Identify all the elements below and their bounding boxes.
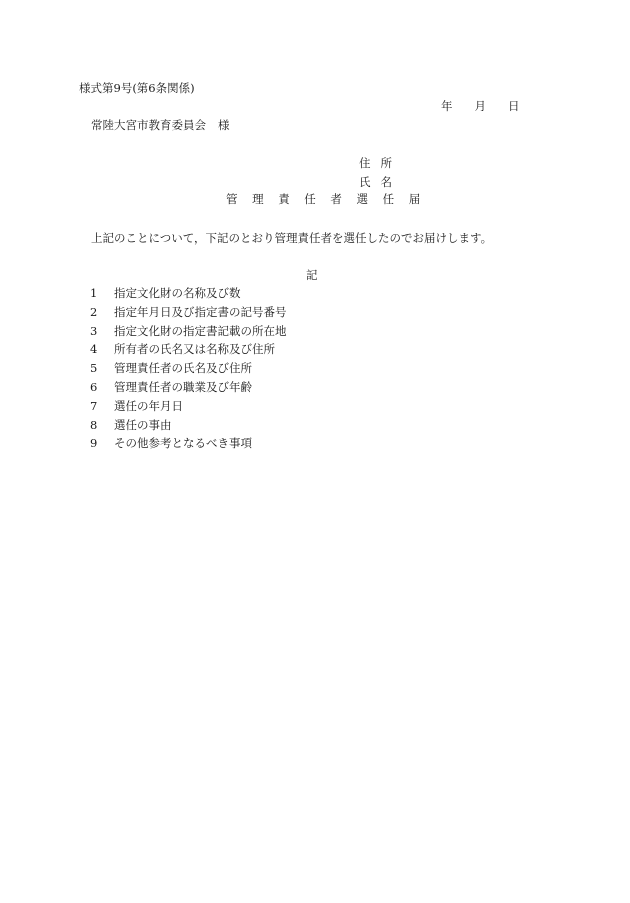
list-item — [90, 342, 287, 361]
item-text: その他参考となるべき事項 — [114, 436, 252, 451]
body-text: 上記のことについて，下記のとおり管理責任者を選任したのでお届けします。 — [91, 231, 493, 245]
list-item — [90, 305, 287, 324]
item-text: 選任の事由 — [114, 417, 172, 432]
list-item — [90, 286, 287, 305]
list-item — [90, 399, 287, 418]
item-list — [90, 286, 287, 455]
list-item — [90, 324, 287, 343]
list-item — [90, 436, 287, 455]
list-item — [90, 380, 287, 399]
addressee-honorific: 様 — [218, 118, 230, 132]
item-text: 管理責任者の氏名及び住所 — [114, 361, 252, 376]
item-number: 3 — [90, 323, 98, 338]
date-month-label: 月 — [474, 99, 486, 113]
addressee — [91, 118, 230, 132]
date-line — [441, 99, 520, 113]
item-number: 8 — [90, 417, 98, 432]
item-number: 7 — [90, 398, 98, 413]
item-text: 所有者の氏名又は名称及び住所 — [114, 342, 275, 357]
addressee-name: 常陸大宮市教育委員会 — [91, 118, 206, 132]
item-number: 6 — [90, 379, 98, 394]
name-label: 氏名 — [359, 175, 402, 189]
item-text: 指定文化財の指定書記載の所在地 — [114, 323, 287, 338]
item-text: 指定年月日及び指定書の記号番号 — [114, 304, 287, 319]
date-year-label: 年 — [441, 99, 453, 113]
item-number: 2 — [90, 304, 98, 319]
item-text: 選任の年月日 — [114, 398, 183, 413]
item-number: 9 — [90, 436, 98, 451]
item-number: 5 — [90, 361, 98, 376]
list-item — [90, 418, 287, 437]
item-text: 指定文化財の名称及び数 — [114, 286, 241, 300]
item-text: 管理責任者の職業及び年齢 — [114, 379, 252, 394]
address-label: 住所 — [359, 156, 402, 170]
ki-label: 記 — [306, 268, 318, 282]
date-day-label: 日 — [508, 99, 520, 113]
list-item — [90, 361, 287, 380]
item-number: 1 — [90, 286, 98, 300]
document-title: 管理責任者選任届 — [226, 192, 435, 206]
item-number: 4 — [90, 342, 98, 357]
form-number: 様式第9号(第6条関係) — [79, 81, 195, 95]
